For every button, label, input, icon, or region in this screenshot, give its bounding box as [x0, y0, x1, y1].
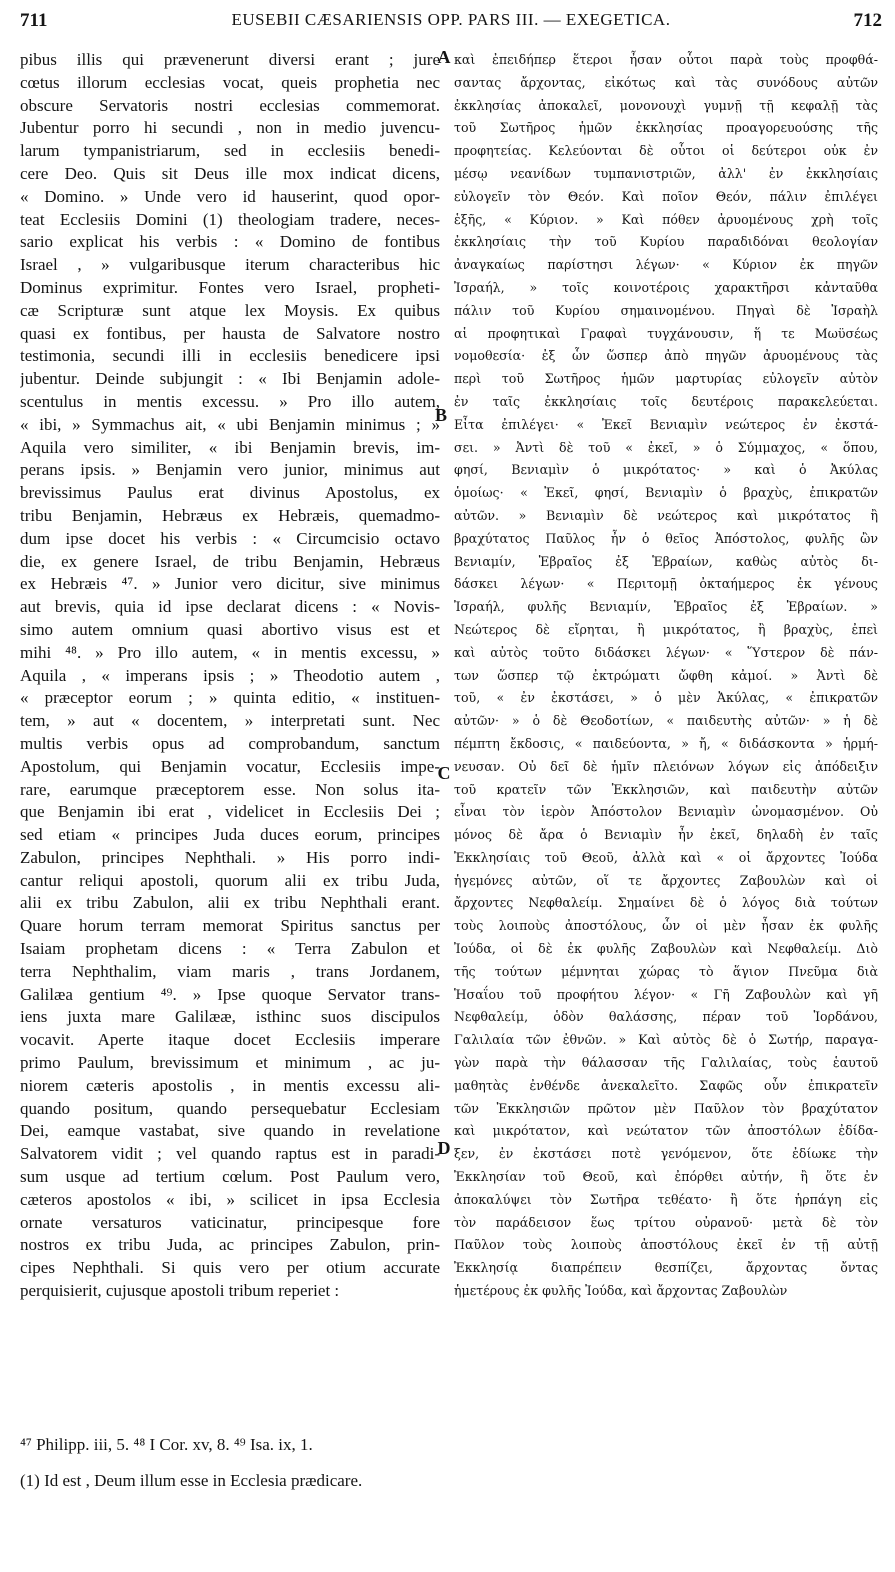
greek-line: ἐκκλησίας ἀποκαλεῖ, μονονουχὶ γυμνῇ τῇ κεφαλῇ τὰς: [454, 97, 878, 113]
latin-line: Quare horum terram memorat Spiritus sanctus per: [20, 916, 440, 936]
greek-line: πέμπτη ἔκδοσις, « παιδεύοντα, » ἤ, « διδάσκοντα » ἡρμή-: [454, 735, 878, 751]
latin-line: iens juxta mare Galilææ, isthinc suos discipulos: [20, 1007, 440, 1027]
latin-line: jubentur. Deinde subjungit : « Ibi Benjamin adole-: [20, 369, 440, 389]
margin-marker-b: B: [434, 405, 447, 425]
latin-line: obscure Servatoris nostri ecclesias commemorat.: [20, 95, 440, 115]
greek-line: Ἰσραήλ, » τοῖς κοινοτέροις χαρακτῆρσι κἀνταῦθα: [454, 279, 878, 295]
latin-line: cæ Scripturæ sunt atque lex Moysis. Ex quibus: [20, 300, 440, 320]
latin-column: [20, 49, 440, 1303]
greek-column: [454, 49, 878, 1303]
greek-line: ὁμοίως· « Ἐκεῖ, φησί, Βενιαμὶν ὁ βραχὺς, ἐπικρατῶν: [454, 485, 878, 501]
greek-line: Βενιαμίν, Ἑβραῖος ἐξ Ἑβραίων, καθὼς αὐτὸς δι-: [454, 553, 878, 569]
greek-line: Ἐκκλησίᾳ διαπρέπειν θεσπίζει, ἄρχοντας ὄντας: [454, 1260, 878, 1276]
latin-line: terra Nephthalim, viam maris , trans Jordanem,: [20, 961, 440, 981]
latin-line: perans ipsis. » Benjamin vero junior, minimus aut: [20, 460, 440, 480]
latin-line: multis verbis opus ad comprobandum, sanctum: [20, 733, 440, 753]
latin-line: Dominus exprimitur. Fontes vero Israel, propheti-: [20, 277, 440, 297]
greek-line: γὼν παρὰ τὴν θάλασσαν τῆς Γαλιλαίας, τοὺς ἑαυτοῦ: [454, 1055, 878, 1071]
greek-line: ἡγεμόνες αὐτῶν, οἵ τε ἄρχοντες Ζαβουλὼν καὶ οἱ: [454, 872, 878, 888]
greek-line: Εἶτα ἐπιλέγει· « Ἐκεῖ Βενιαμὶν νεώτερος ἐν ἐκστά-: [454, 416, 878, 432]
greek-line: ἄρχοντες Νεφθαλείμ. Σημαίνει δὲ ὁ λόγος διὰ τούτων: [454, 895, 878, 911]
greek-line: πάλιν τοῦ Κυρίου σημαινομένου. Πηγαὶ δὲ Ἰσραὴλ: [454, 302, 878, 318]
latin-line: pibus illis qui prævenerunt diversi erant ; jure: [20, 50, 440, 69]
greek-line: σαντας ἄρχοντας, εἰκότως καὶ τὰς συνόδους αὐτῶν: [454, 74, 878, 90]
latin-line: dum ipse docet his verbis : « Circumcisio octavo: [20, 528, 440, 548]
greek-line: αὐτῶν. » Βενιαμὶν δὲ νεώτερος καὶ μικρότατος ἢ: [454, 507, 878, 523]
greek-line: τῆς τούτων μέμνηται χώρας τὸ ἅγιον Πνεῦμα διὰ: [454, 963, 878, 979]
greek-line: Ἰσραήλ, φυλῆς Βενιαμίν, Ἑβραῖος ἐξ Ἑβραίων. »: [454, 599, 878, 615]
greek-line: δάσκει λέγων· « Περιτομῇ ὀκταήμερος ἐκ γένους: [454, 576, 878, 592]
margin-marker-d: D: [437, 1138, 451, 1158]
margin-marker-c: C: [437, 763, 451, 783]
latin-line: sum usque ad tertium cœlum. Post Paulum vero,: [20, 1167, 440, 1187]
latin-line: sario explicat his verbis : « Domino de fontibus: [20, 232, 440, 252]
greek-line: εὐλογεῖν τὸν Θεόν. Καὶ ποῖον Θεόν, πάλιν ἐπιλέγει: [454, 188, 878, 204]
latin-line: tribu Benjamin, Hebræus ex Hebræis, quemadmo-: [20, 505, 440, 525]
footnote-references: ⁴⁷ Philipp. iii, 5. ⁴⁸ I Cor. xv, 8. ⁴⁹ Isa. ix, 1.: [20, 1435, 313, 1454]
greek-line: Παῦλον τοὺς λοιποὺς ἀποστόλους ἐκεῖ ἐν τῇ αὐτῇ: [454, 1237, 878, 1253]
latin-line: « ibi, » Symmachus ait, « ubi Benjamin minimus ; »: [20, 414, 440, 434]
greek-line: Ἐκκλησίαις τοῦ Θεοῦ, ἀλλὰ καὶ « οἱ ἄρχοντες Ἰούδα: [454, 849, 878, 865]
greek-line: νομοθεσία· ἐξ ὧν ὥσπερ ἀπὸ πηγῶν ἀρυομένους τὰς: [454, 348, 878, 364]
greek-line: καὶ αὐτὸς τοῦτο διδάσκει λέγων· « Ὕστερον δὲ πάν-: [454, 644, 878, 660]
latin-line: alii ex tribu Zabulon, alii ex tribu Nephthali erant.: [20, 893, 440, 913]
latin-line: cantur reliqui apostoli, quorum alii ex tribu Juda,: [20, 870, 440, 890]
page-number-right: 712: [853, 10, 882, 31]
latin-line: teat Ecclesiis Domini (1) theologiam tradere, neces-: [20, 209, 440, 229]
latin-line: quando positum, quando persequebatur Ecclesiam: [20, 1098, 440, 1118]
latin-line: scentulus in mentis excessu. » Pro illo autem,: [20, 391, 440, 411]
latin-line: Israel , » vulgaribusque iterum characteribus hic: [20, 255, 440, 275]
latin-line: Zabulon, principes Nephthali. » His porro indi-: [20, 847, 440, 867]
greek-line: τοὺς λοιποὺς ἀποστόλους, ὧν οἱ μὲν ἦσαν ἐκ φυλῆς: [454, 918, 878, 934]
latin-line: que Benjamin ibi erat , videlicet in Ecclesiis Dei ;: [20, 802, 440, 822]
greek-line: Ἰούδα, οἱ δὲ ἐκ φυλῆς Ζαβουλὼν καὶ Νεφθαλείμ. Διὸ: [454, 941, 878, 957]
latin-line: Aquila , « imperans ipsis ; » Theodotio autem ,: [20, 665, 440, 685]
latin-line: rare, earumque præceptorem esse. Non solus ita-: [20, 779, 440, 799]
greek-line: Νεώτερος δὲ εἴρηται, ἢ μικρότατος, ἢ βραχὺς, ἐπεὶ: [454, 621, 878, 637]
greek-line: Γαλιλαία τῶν ἐθνῶν. » Καὶ αὐτὸς δὲ ὁ Σωτήρ, παραγα-: [454, 1032, 878, 1048]
latin-line: testimonia, secundi illi in ecclesiis benedicere ipsi: [20, 346, 440, 366]
latin-line: tem, » aut « docentem, » interpretati sunt. Nec: [20, 711, 440, 731]
greek-line: Ἡσαΐου τοῦ προφήτου λέγον· « Γῆ Ζαβουλὼν καὶ γῆ: [454, 986, 878, 1002]
greek-line: ἑξῆς, « Κύριον. » Καὶ πόθεν ἀρυομένους χρὴ τοῖς: [454, 211, 878, 227]
greek-line: τὸν παράδεισον ἕως τρίτου οὐρανοῦ· μετὰ δὲ τὸν: [454, 1214, 878, 1230]
greek-line: περὶ τοῦ Σωτῆρος ἡμῶν μαρτυρίας εὐλογεῖν αὐτὸν: [454, 371, 878, 387]
greek-line: τῶν Ἐκκλησιῶν πρῶτον μὲν Παῦλον τὸν βραχύτατον: [454, 1100, 878, 1116]
greek-line: φησί, Βενιαμὶν ὁ μικρότατος· » καὶ ὁ Ἀκύλας: [454, 462, 878, 478]
running-title: EUSEBII CÆSARIENSIS OPP. PARS III. — EXEGETICA.: [231, 10, 671, 29]
latin-line: Salvatorem vidit ; vel quando raptus est in paradi-: [20, 1144, 440, 1164]
latin-line: Galilæa gentium ⁴⁹. » Ipse quoque Servator trans-: [20, 984, 440, 1004]
greek-line: αἱ προφητικαὶ Γραφαὶ τυγχάνουσιν, ἥ τε Μωϋσέως: [454, 325, 878, 341]
greek-line: τοῦ, « ἐν ἐκστάσει, » ὁ μὲν Ἀκύλας, « ἐπικρατῶν: [454, 690, 878, 706]
latin-line: sed etiam « principes Juda duces eorum, principes: [20, 825, 440, 845]
latin-line: die, ex genere Israel, de tribu Benjamin, Hebræus: [20, 551, 440, 571]
greek-line: αὐτῶν· » ὁ δὲ Θεοδοτίων, « παιδευτὴς αὐτῶν· » ἡ δὲ: [454, 713, 878, 729]
greek-line: ἡμετέρους ἐκ φυλῆς Ἰούδα, καὶ ἄρχοντας Ζαβουλὼν: [454, 1283, 788, 1299]
greek-line: ἐν ταῖς ἐκκλησίαις τοῖς δευτέροις παρακελεύεται.: [454, 393, 878, 409]
latin-line: « Domino. » Unde vero id hauserint, quod opor-: [20, 186, 440, 206]
latin-line: vocavit. Aperte itaque docet Ecclesiis imperare: [20, 1030, 440, 1050]
latin-line: ex Hebræis ⁴⁷. » Junior vero dicitur, sive minimus: [20, 574, 440, 594]
greek-line: ξεν, ἐν ἐκστάσει ποτὲ γενόμενον, ὅτε ἐδίωκε τὴν: [454, 1146, 878, 1162]
latin-line: Aquila vero similiter, « ibi Benjamin brevis, im-: [20, 437, 440, 457]
latin-line: quasi ex fontibus, per hausta de Salvatore nostro: [20, 323, 440, 343]
latin-line: simo autem omnium quasi abortivo visus est et: [20, 619, 440, 639]
page-header: [20, 10, 882, 36]
greek-line: ἀποκαλύψει τὸν Σωτῆρα τεθέατο· ἢ ὅτε ἡρπάγη εἰς: [454, 1191, 878, 1207]
greek-line: Νεφθαλείμ, ὁδὸν θαλάσσης, πέραν τοῦ Ἰορδάνου,: [454, 1009, 878, 1025]
greek-line: μόνος δὲ ἄρα ὁ Βενιαμὶν ἦν ἐκεῖ, δηλαδὴ ἐν ταῖς: [454, 827, 878, 843]
greek-line: εἶναι τὸν ἱερὸν Ἀπόστολον Βενιαμὶν ὠνομασμένον. Οὐ: [454, 804, 878, 820]
latin-line: Jubentur porro hi secundi , non in medio juvencu-: [20, 118, 440, 138]
margin-marker-a: A: [437, 47, 451, 67]
latin-line: « præceptor eorum ; » quinta editio, « instituen-: [20, 688, 440, 708]
latin-line: cæteros apostolos « ibi, » scilicet in ipsa Ecclesia: [20, 1189, 440, 1209]
latin-line: Isaiam prophetam dicens : « Terra Zabulon et: [20, 939, 440, 959]
greek-line: των ὥσπερ τῷ ἐκτρώματι ὤφθη κἀμοί. » Ἀντὶ δὲ: [454, 667, 878, 683]
greek-line: νευσαν. Οὐ δεῖ δὲ ἡμῖν πλειόνων λόγων εἰς ἀπόδειξιν: [454, 758, 878, 774]
latin-line: Dei, eamque vastabat, sive quando in revelatione: [20, 1121, 440, 1141]
latin-line: primo Paulum, brevissimum et minimum , ac ju-: [20, 1053, 440, 1073]
greek-line: καὶ μικρότατον, καὶ νεώτατον τῶν ἀποστόλων ἐδίδα-: [454, 1123, 878, 1139]
page-number-left: 711: [20, 10, 48, 31]
greek-line: τοῦ Σωτῆρος ἡμῶν ἐκκλησίας προαγορευούσης τῆς: [454, 120, 878, 136]
latin-line: Apostolum, qui Benjamin vocatur, Ecclesiis impe-: [20, 756, 440, 776]
latin-line: larum tympanistriarum, sed in ecclesiis benedi-: [20, 141, 440, 161]
greek-line: ἀναγκαίως παρίστησι λέγων· « Κύριον ἐκ πηγῶν: [454, 257, 878, 273]
latin-line: cere Deo. Quis sit Deus ille mox indicat dicens,: [20, 163, 440, 183]
greek-line: ἐκκλησίαις τὴν τοῦ Κυρίου παραδιδόναι θεολογίαν: [454, 234, 878, 250]
greek-line: Ἐκκλησίαν τοῦ Θεοῦ, καὶ ἐπόρθει αὐτήν, ἢ ὅτε ἐν: [454, 1169, 878, 1185]
greek-line: μαθητὰς ἐνθένδε ἀνεκαλεῖτο. Σαφῶς οὖν ἐπικρατεῖν: [454, 1077, 878, 1093]
latin-line: ornate versaturos vaticinatur, principesque fore: [20, 1212, 440, 1232]
latin-line: brevissimus Paulus erat divinus Apostolus, ex: [20, 483, 440, 503]
greek-line: προφητείας. Κελεύονται δὲ οὗτοι οἱ δεύτεροι οὐκ ἐν: [454, 143, 878, 159]
greek-line: καὶ ἐπειδήπερ ἕτεροι ἦσαν οὗτοι παρὰ τοὺς προφθά-: [454, 52, 878, 67]
greek-line: σει. » Ἀντὶ δὲ τοῦ « ἐκεῖ, » ὁ Σύμμαχος, « ὅπου,: [454, 439, 878, 455]
greek-line: τοῦ κρατεῖν τῶν Ἐκκλησιῶν, καὶ παιδευτὴν αὐτῶν: [454, 781, 878, 797]
latin-line: aut brevis, quia id ipse declarat dicens : « Novis-: [20, 597, 440, 617]
footnote-note: (1) Id est , Deum illum esse in Ecclesia prædicare.: [20, 1471, 363, 1490]
latin-line: cipes Nephthali. Si quis vero per otium accurate: [20, 1258, 440, 1278]
latin-line: cœtus illorum ecclesias vocat, queis prophetia nec: [20, 72, 440, 92]
latin-line: niorem cæteris apostolis , in mentis excessu ali-: [20, 1075, 440, 1095]
latin-line: mihi ⁴⁸. » Pro illo autem, « in mentis excessu, »: [20, 642, 440, 662]
latin-line: perquisierit, cujusque apostoli tribum reperiet :: [20, 1281, 340, 1301]
greek-line: βραχύτατος Παῦλος ἦν ὁ θεῖος Ἀπόστολος, φυλῆς ὢν: [454, 530, 878, 546]
latin-line: nostros ex tribu Juda, ac principes Zabulon, prin-: [20, 1235, 440, 1255]
greek-line: μέσῳ νεανίδων τυμπανιστριῶν, ἀλλ' ἐν ἐκκλησίαις: [454, 165, 878, 181]
